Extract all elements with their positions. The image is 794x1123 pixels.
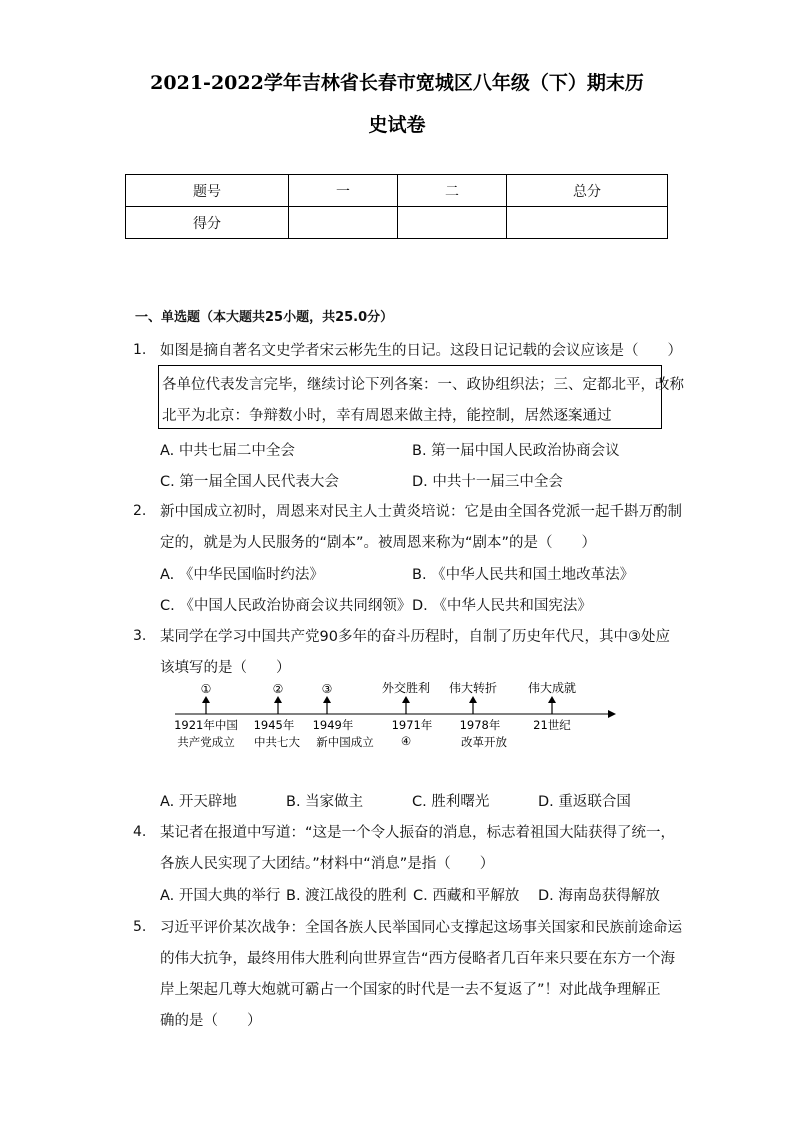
- timeline-bottom-label: 1978年: [459, 718, 501, 732]
- timeline-top-label: 外交胜利: [381, 681, 431, 695]
- timeline-bottom-label: 共产党成立: [177, 735, 235, 749]
- timeline-top-label: ①: [200, 682, 212, 696]
- table-cell: 二: [398, 175, 507, 207]
- section-heading: 一、单选题（本大题共25小题，共25.0分）: [135, 310, 394, 325]
- question-stem-line: 某记者在报道中写道：“这是一个令人振奋的消息，标志着祖国大陆获得了统一，: [160, 825, 676, 841]
- timeline-marker-head: [469, 696, 477, 703]
- option-a[interactable]: A. 中共七届二中全会: [160, 443, 295, 459]
- timeline-bottom-label: 1971年: [391, 718, 433, 732]
- exam-title-line1: 2021-2022学年吉林省长春市宽城区八年级（下）期末历: [150, 72, 644, 94]
- timeline-bottom-label: 1921年中国: [174, 718, 238, 732]
- option-d[interactable]: D. 中共十一届三中全会: [412, 474, 563, 490]
- option-d[interactable]: D. 《中华人民共和国宪法》: [412, 598, 592, 614]
- option-a[interactable]: A. 开天辟地: [160, 794, 237, 810]
- score-input-cell[interactable]: [507, 207, 668, 239]
- score-input-cell[interactable]: [289, 207, 398, 239]
- timeline-bottom-label: 新中国成立: [316, 735, 374, 749]
- question-stem-line: 岸上架起几尊大炮就可霸占一个国家的时代是一去不复返了”！对此战争理解正: [160, 982, 661, 998]
- quote-box: [158, 365, 684, 429]
- question-number: 3.: [133, 628, 147, 644]
- option-c[interactable]: C. 《中国人民政治协商会议共同纲领》: [160, 598, 412, 614]
- question-stem-line: 如图是摘自著名文史学者宋云彬先生的日记。这段日记记载的会议应该是（ ）: [160, 343, 682, 359]
- option-d[interactable]: D. 重返联合国: [538, 794, 631, 810]
- question-number: 1.: [133, 342, 147, 358]
- option-c[interactable]: C. 西藏和平解放: [413, 888, 520, 904]
- question-stem-line: 确的是（ ）: [160, 1013, 262, 1029]
- question-stem-line: 定的，就是为人民服务的“剧本”。被周恩来称为“剧本”的是（ ）: [160, 535, 597, 551]
- question-stem-line: 各族人民实现了大团结。”材料中“消息”是指（ ）: [160, 856, 495, 872]
- timeline-bottom-label: 21世纪: [533, 718, 571, 732]
- option-d[interactable]: D. 海南岛获得解放: [538, 888, 660, 904]
- timeline-marker-heads: [202, 696, 556, 703]
- question-number: 5.: [133, 919, 147, 935]
- timeline-marker-head: [548, 696, 556, 703]
- option-a[interactable]: A. 开国大典的举行: [160, 888, 281, 904]
- timeline-bottom-label: 中共七大: [254, 735, 300, 749]
- score-table: [125, 174, 668, 239]
- timeline-top-label: ②: [272, 682, 284, 696]
- table-cell: 总分: [507, 175, 668, 207]
- question-stem-line: 的伟大抗争，最终用伟大胜利向世界宣告“西方侵略者几百年来只要在东方一个海: [160, 951, 676, 967]
- timeline-top-label: ③: [321, 682, 333, 696]
- option-b[interactable]: B. 第一届中国人民政治协商会议: [412, 443, 620, 459]
- question-stem-line: 新中国成立初时，周恩来对民主人士黄炎培说：它是由全国各党派一起千斟万酌制: [160, 504, 682, 520]
- table-cell: 题号: [126, 175, 289, 207]
- option-b[interactable]: B. 《中华人民共和国土地改革法》: [412, 567, 635, 583]
- option-c[interactable]: C. 第一届全国人民代表大会: [160, 474, 339, 490]
- question-number: 4.: [133, 824, 147, 840]
- question-stem-line: 该填写的是（ ）: [160, 660, 291, 676]
- timeline-marker-head: [402, 696, 410, 703]
- quote-line: 北平为北京：争辩数小时，幸有周恩来做主持，能控制，居然逐案通过: [162, 408, 612, 424]
- score-input-cell[interactable]: [398, 207, 507, 239]
- option-a[interactable]: A. 《中华民国临时约法》: [160, 567, 324, 583]
- timeline-top-label: 伟大转折: [448, 681, 498, 695]
- table-cell: 一: [289, 175, 398, 207]
- timeline-marker-head: [274, 696, 282, 703]
- table-cell: 得分: [126, 207, 289, 239]
- timeline-bottom-label: 改革开放: [461, 735, 507, 749]
- timeline-ruler: [160, 678, 630, 758]
- timeline-bottom-label: 1945年: [253, 718, 295, 732]
- timeline-bottom-label: ④: [400, 734, 412, 748]
- option-b[interactable]: B. 当家做主: [286, 794, 364, 810]
- timeline-bottom-label: 1949年: [312, 718, 354, 732]
- question-stem-line: 习近平评价某次战争：全国各族人民举国同心支撑起这场事关国家和民族前途命运: [160, 920, 682, 936]
- question-stem-line: 某同学在学习中国共产党90多年的奋斗历程时，自制了历史年代尺，其中③处应: [160, 629, 670, 645]
- option-c[interactable]: C. 胜利曙光: [412, 794, 490, 810]
- timeline-arrowhead: [608, 710, 616, 718]
- timeline-marker-head: [202, 696, 210, 703]
- timeline-top-label: 伟大成就: [527, 681, 577, 695]
- timeline-marker-head: [323, 696, 331, 703]
- question-number: 2.: [133, 503, 147, 519]
- exam-title-line2: 史试卷: [368, 114, 426, 136]
- quote-line: 各单位代表发言完毕，继续讨论下列各案：一、政协组织法；三、定都北平，改称: [162, 377, 684, 393]
- option-b[interactable]: B. 渡江战役的胜利: [286, 888, 407, 904]
- score-table-header-row: [126, 175, 668, 207]
- timeline-markers: [206, 701, 552, 714]
- score-table-score-row: [126, 207, 668, 239]
